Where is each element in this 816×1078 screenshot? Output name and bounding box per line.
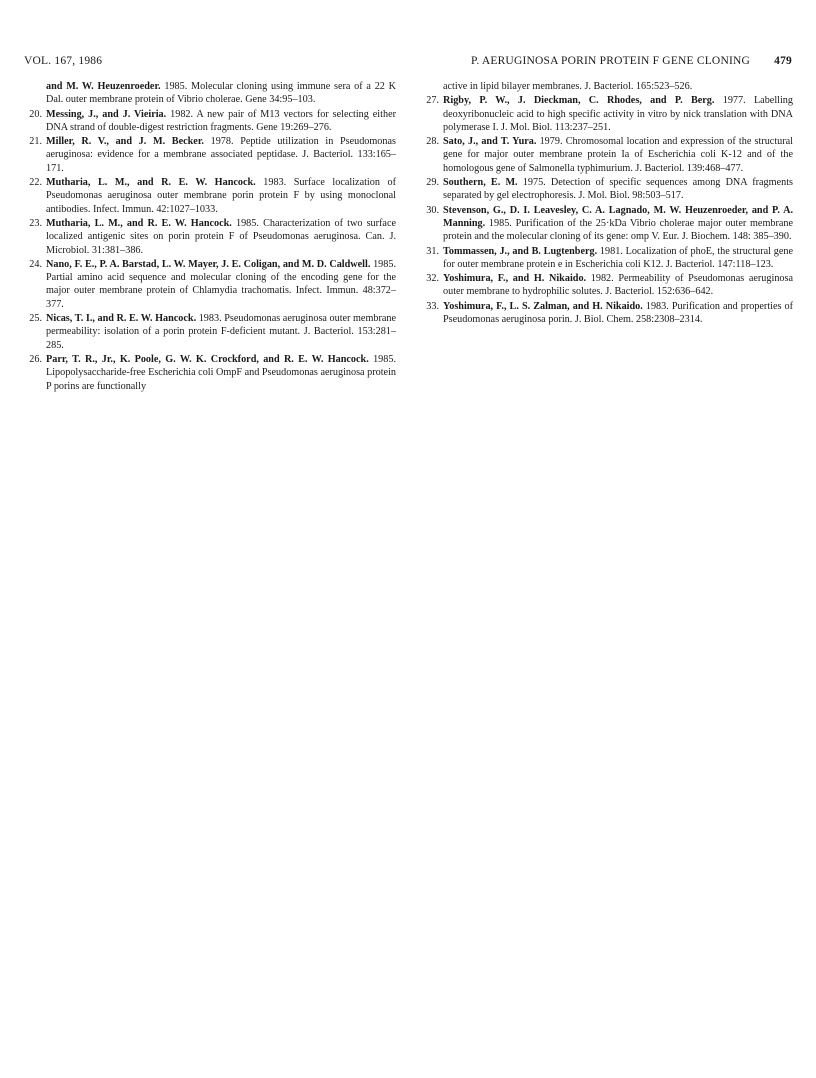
reference-entry — [26, 217, 396, 257]
reference-authors: Mutharia, L. M., and R. E. W. Hancock. — [46, 217, 232, 229]
reference-column-left — [26, 80, 396, 394]
reference-number: 23. — [29, 217, 42, 229]
reference-authors: Tommassen, J., and B. Lugtenberg. — [443, 245, 598, 257]
reference-number: 22. — [29, 177, 42, 189]
running-title: P. AERUGINOSA PORIN PROTEIN F GENE CLONING — [471, 55, 750, 67]
reference-text: 1983. Pseudomonas aeruginosa outer membrane permeability: isolation of a porin protein F-deficient mutant. J. Bacteriol. 153:281–285. — [46, 313, 397, 351]
reference-authors: Messing, J., and J. Vieiria. — [46, 108, 167, 120]
reference-text: 1975. Detection of specific sequences among DNA fragments separated by gel electrophoresis. J. Mol. Biol. 98:503–517. — [443, 177, 793, 202]
reference-number: 29. — [426, 177, 439, 189]
reference-number: 28. — [426, 136, 439, 148]
reference-authors: Parr, T. R., Jr., K. Poole, G. W. K. Crockford, and R. E. W. Hancock. — [46, 353, 369, 365]
reference-entry — [423, 245, 793, 272]
reference-authors: Nicas, T. I., and R. E. W. Hancock. — [46, 313, 197, 325]
reference-entry — [26, 135, 396, 175]
reference-entry — [26, 312, 396, 352]
reference-authors: Rigby, P. W., J. Dieckman, C. Rhodes, and P. Berg. — [443, 95, 715, 107]
reference-entry — [26, 80, 396, 107]
reference-number: 25. — [29, 313, 42, 325]
reference-text: 1985. Lipopolysaccharide-free Escherichia coli OmpF and Pseudomonas aeruginosa protein P porins are functionally — [46, 353, 396, 392]
reference-authors: Yoshimura, F., and H. Nikaido. — [443, 273, 587, 285]
reference-number: 30. — [426, 204, 439, 216]
reference-text: 1985. Purification of the 25·kDa Vibrio cholerae major outer membrane protein and the molecular cloning of its gene: omp V. Eur. J. Biochem. 148: 385–390. — [443, 217, 793, 243]
reference-number: 20. — [29, 108, 42, 120]
reference-text: 1977. Labelling deoxyribonucleic acid to high specific activity in vitro by nick translation with DNA polymerase I. J. Mol. Biol. 113:237–251. — [443, 95, 793, 133]
reference-entry — [423, 204, 793, 244]
reference-number: 31. — [426, 245, 439, 257]
reference-text: 1979. Chromosomal location and expression of the structural gene for major outer membrane protein Ia of Escherichia coli K-12 and of the homologous gene of Salmonella typhimurium. J. Bacteriol. 139:468–477. — [443, 136, 793, 174]
reference-text: 1983. Purification and properties of Pseudomonas aeruginosa porin. J. Biol. Chem. 258:2308–2314. — [443, 300, 793, 326]
reference-authors: Nano, F. E., P. A. Barstad, L. W. Mayer, J. E. Coligan, and M. D. Caldwell. — [46, 258, 371, 270]
reference-text: active in lipid bilayer membranes. J. Bacteriol. 165:523–526. — [443, 81, 693, 92]
reference-entry — [26, 108, 396, 135]
reference-entry — [26, 176, 396, 216]
reference-number: 26. — [29, 353, 42, 365]
reference-authors: Stevenson, G., D. I. Leavesley, C. A. Lagnado, M. W. Heuzenroeder, and P. A. Manning. — [443, 204, 793, 229]
reference-entry — [423, 135, 793, 175]
reference-entry — [423, 272, 793, 299]
reference-entry — [423, 300, 793, 327]
reference-text: 1978. Peptide utilization in Pseudomonas aeruginosa: evidence for a membrane associated peptidase. J. Bacteriol. 133:165–171. — [46, 136, 396, 174]
reference-text: 1982. Permeability of Pseudomonas aeruginosa outer membrane to hydrophilic solutes. J. Bacteriol. 152:636–642. — [443, 273, 793, 298]
reference-text: 1982. A new pair of M13 vectors for selecting either DNA strand of double-digest restriction fragments. Gene 19:269–276. — [46, 108, 396, 133]
reference-entry — [26, 353, 396, 393]
reference-column-right — [423, 80, 793, 327]
reference-number: 33. — [426, 300, 439, 312]
reference-entry — [423, 176, 793, 203]
volume-label: VOL. 167, 1986 — [24, 55, 103, 67]
reference-text: 1985. Partial amino acid sequence and molecular cloning of the encoding gene for the major outer membrane protein of Chlamydia trachomatis. Infect. Immun. 48:372–377. — [46, 258, 396, 310]
reference-authors: Yoshimura, F., L. S. Zalman, and H. Nikaido. — [443, 300, 643, 312]
reference-text: 1985. Molecular cloning using immune sera of a 22 K Dal. outer membrane protein of Vibrio cholerae. Gene 34:95–103. — [46, 81, 396, 106]
reference-authors: and M. W. Heuzenroeder. — [46, 81, 161, 92]
reference-authors: Sato, J., and T. Yura. — [443, 136, 537, 148]
reference-authors: Miller, R. V., and J. M. Becker. — [46, 136, 204, 148]
reference-entry — [423, 94, 793, 134]
running-header — [24, 55, 792, 73]
reference-number: 27. — [426, 95, 439, 107]
reference-text: 1983. Surface localization of Pseudomonas aeruginosa outer membrane porin protein F by using monoclonal antibodies. Infect. Immun. 42:1027–1033. — [46, 177, 396, 215]
reference-text: 1985. Characterization of two surface localized antigenic sites on porin protein F of Pseudomonas aeruginosa. Can. J. Microbiol. 31:381–386. — [46, 217, 396, 256]
reference-number: 32. — [426, 273, 439, 285]
reference-number: 24. — [29, 258, 42, 270]
reference-entry — [423, 80, 793, 93]
reference-entry — [26, 258, 396, 311]
page-number: 479 — [774, 55, 792, 67]
reference-number: 21. — [29, 136, 42, 148]
reference-authors: Southern, E. M. — [443, 177, 518, 189]
reference-authors: Mutharia, L. M., and R. E. W. Hancock. — [46, 177, 256, 189]
reference-text: 1981. Localization of phoE, the structural gene for outer membrane protein e in Escherichia coli K12. J. Bacteriol. 147:118–123. — [443, 245, 793, 270]
